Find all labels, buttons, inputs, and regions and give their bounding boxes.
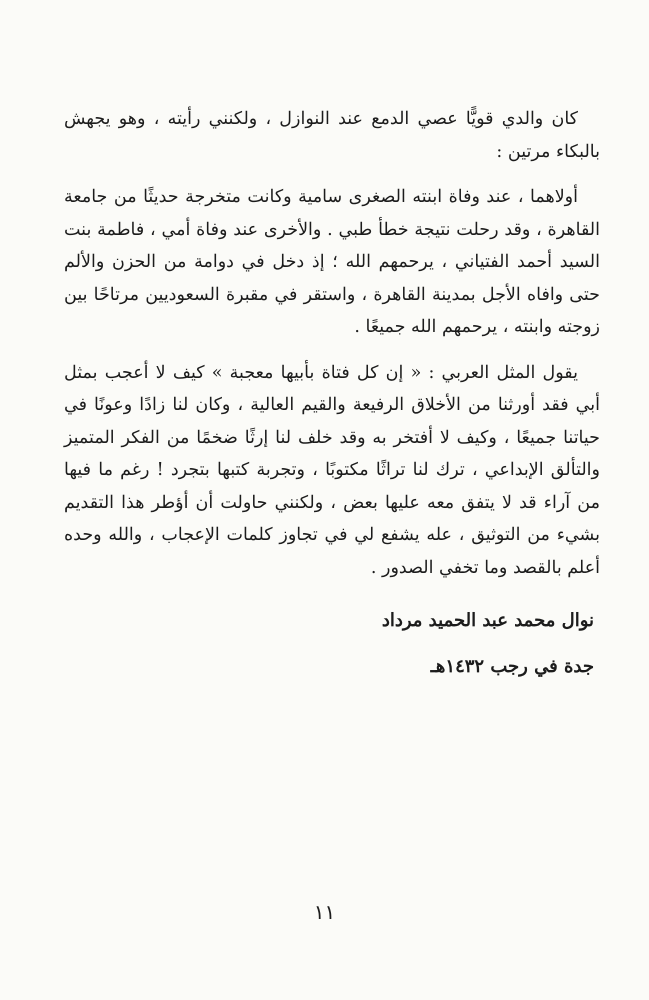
page-number: ١١ [313, 900, 336, 924]
signature-name: نوال محمد عبد الحميد مرداد [381, 610, 594, 631]
paragraph-3: يقول المثل العربي : « إن كل فتاة بأبيها معجبة » كيف لا أعجب بمثل أبي فقد أورثنا من الأخلاق الرفيعة والقيم العالية ، وكان لنا زادًا وعونًا في حياتنا جميعًا ، وكيف لا أفتخر به وقد خلف لنا إرثًا ضخمًا من الفكر المتميز والتألق الإبداعي ، ترك لنا تراثًا مكتوبًا ، وتجربة كتبها بتجرد ! رغم ما فيها من آراء قد لا يتفق معه عليها بعض ، ولكنني حاولت أن أؤطر هذا التقديم بشيء من التوثيق ، عله يشفع لي في تجاوز كلمات الإعجاب ، والله وحده أعلم بالقصد وما تخفي الصدور . [64, 362, 600, 578]
paragraph-2: أولاهما ، عند وفاة ابنته الصغرى سامية وكانت متخرجة حديثًا من جامعة القاهرة ، وقد رحلت نتيجة خطأ طبي . والأخرى عند وفاة أمي ، فاطمة بنت السيد أحمد الفتياني ، يرحمهم الله ؛ إذ دخل في دوامة من الحزن والألم حتى وافاه الأجل بمدينة القاهرة ، واستقر في مقبرة السعوديين مرتاحًا بين زوجته وابنته ، يرحمهم الله جميعًا . [64, 187, 600, 337]
signature-place-date: جدة في رجب ١٤٣٢هـ [430, 656, 594, 677]
body-text [64, 103, 600, 690]
paragraph-1: كان والدي قويًّا عصي الدمع عند النوازل ، ولكنني رأيته ، وهو يجهش بالبكاء مرتين : [64, 109, 600, 162]
